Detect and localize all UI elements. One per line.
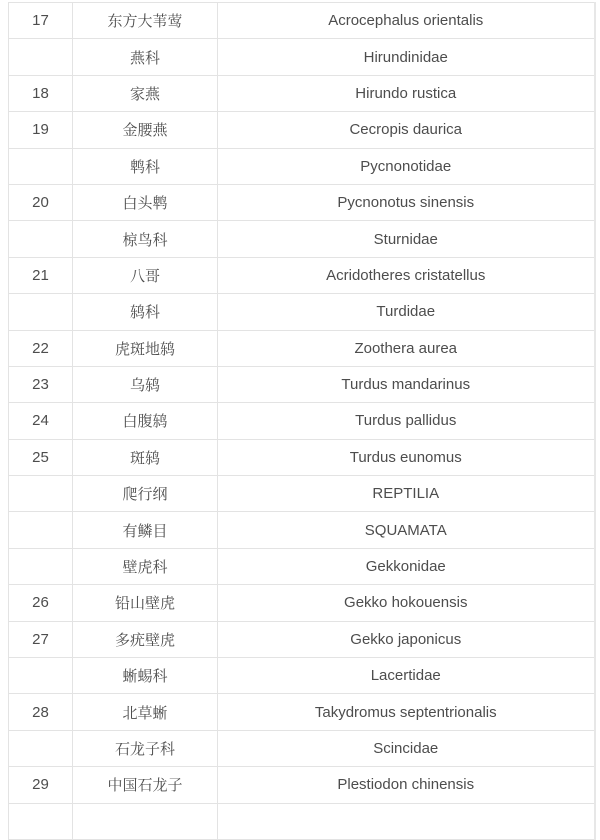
chinese-name-cell: 鹎科	[73, 148, 218, 184]
chinese-name-cell: 白腹鸫	[73, 403, 218, 439]
table-row	[9, 694, 595, 730]
chinese-name-cell: 壁虎科	[73, 548, 218, 584]
table-row	[9, 257, 595, 293]
scientific-name-cell: Gekko japonicus	[218, 621, 595, 657]
scientific-name-cell: Hirundo rustica	[218, 75, 595, 111]
scientific-name-cell: Takydromus septentrionalis	[218, 694, 595, 730]
table-row	[9, 803, 595, 839]
chinese-name-cell: 有鳞目	[73, 512, 218, 548]
chinese-name-cell: 燕科	[73, 39, 218, 75]
scientific-name-cell: SQUAMATA	[218, 512, 595, 548]
chinese-name-cell: 中国石龙子	[73, 767, 218, 803]
row-number-cell: 24	[9, 403, 73, 439]
row-number-cell: 19	[9, 112, 73, 148]
scientific-name-cell: Sturnidae	[218, 221, 595, 257]
row-number-cell	[9, 512, 73, 548]
scientific-name-cell: Scincidae	[218, 730, 595, 766]
scientific-name-cell: Acridotheres cristatellus	[218, 257, 595, 293]
table-row	[9, 221, 595, 257]
scientific-name-cell: REPTILIA	[218, 476, 595, 512]
scientific-name-cell: Turdus mandarinus	[218, 366, 595, 402]
table-row	[9, 184, 595, 220]
table-row	[9, 621, 595, 657]
scientific-name-cell: Turdus pallidus	[218, 403, 595, 439]
chinese-name-cell: 北草蜥	[73, 694, 218, 730]
row-number-cell	[9, 148, 73, 184]
table-row	[9, 730, 595, 766]
row-number-cell	[9, 476, 73, 512]
scientific-name-cell	[218, 803, 595, 839]
species-table	[8, 2, 596, 840]
scientific-name-cell: Turdus eunomus	[218, 439, 595, 475]
chinese-name-cell: 八哥	[73, 257, 218, 293]
scientific-name-cell: Pycnonotidae	[218, 148, 595, 184]
table-row	[9, 112, 595, 148]
chinese-name-cell: 虎斑地鸫	[73, 330, 218, 366]
chinese-name-cell: 鸫科	[73, 294, 218, 330]
row-number-cell: 22	[9, 330, 73, 366]
table-row	[9, 439, 595, 475]
chinese-name-cell: 石龙子科	[73, 730, 218, 766]
table-row	[9, 476, 595, 512]
row-number-cell	[9, 221, 73, 257]
row-number-cell: 27	[9, 621, 73, 657]
table-row	[9, 585, 595, 621]
chinese-name-cell: 白头鹎	[73, 184, 218, 220]
row-number-cell: 28	[9, 694, 73, 730]
scientific-name-cell: Pycnonotus sinensis	[218, 184, 595, 220]
chinese-name-cell: 东方大苇莺	[73, 3, 218, 39]
row-number-cell: 20	[9, 184, 73, 220]
chinese-name-cell: 金腰燕	[73, 112, 218, 148]
row-number-cell: 17	[9, 3, 73, 39]
row-number-cell	[9, 39, 73, 75]
row-number-cell	[9, 548, 73, 584]
row-number-cell: 18	[9, 75, 73, 111]
chinese-name-cell: 铅山壁虎	[73, 585, 218, 621]
table-row	[9, 403, 595, 439]
table-row	[9, 294, 595, 330]
chinese-name-cell	[73, 803, 218, 839]
row-number-cell: 29	[9, 767, 73, 803]
table-row	[9, 658, 595, 694]
scientific-name-cell: Hirundinidae	[218, 39, 595, 75]
chinese-name-cell: 椋鸟科	[73, 221, 218, 257]
scientific-name-cell: Acrocephalus orientalis	[218, 3, 595, 39]
table-row	[9, 767, 595, 803]
row-number-cell: 26	[9, 585, 73, 621]
row-number-cell: 25	[9, 439, 73, 475]
table-row	[9, 548, 595, 584]
scientific-name-cell: Gekko hokouensis	[218, 585, 595, 621]
table-row	[9, 330, 595, 366]
row-number-cell	[9, 658, 73, 694]
chinese-name-cell: 蜥蜴科	[73, 658, 218, 694]
scientific-name-cell: Lacertidae	[218, 658, 595, 694]
table-row	[9, 366, 595, 402]
table-row	[9, 512, 595, 548]
row-number-cell: 23	[9, 366, 73, 402]
table-row	[9, 148, 595, 184]
row-number-cell	[9, 730, 73, 766]
scientific-name-cell: Turdidae	[218, 294, 595, 330]
chinese-name-cell: 多疣壁虎	[73, 621, 218, 657]
table-row	[9, 75, 595, 111]
row-number-cell	[9, 803, 73, 839]
chinese-name-cell: 爬行纲	[73, 476, 218, 512]
scientific-name-cell: Gekkonidae	[218, 548, 595, 584]
scientific-name-cell: Zoothera aurea	[218, 330, 595, 366]
chinese-name-cell: 乌鸫	[73, 366, 218, 402]
table-row	[9, 3, 595, 39]
species-table-container	[8, 2, 595, 840]
chinese-name-cell: 斑鸫	[73, 439, 218, 475]
table-row	[9, 39, 595, 75]
row-number-cell: 21	[9, 257, 73, 293]
scientific-name-cell: Plestiodon chinensis	[218, 767, 595, 803]
row-number-cell	[9, 294, 73, 330]
scientific-name-cell: Cecropis daurica	[218, 112, 595, 148]
chinese-name-cell: 家燕	[73, 75, 218, 111]
